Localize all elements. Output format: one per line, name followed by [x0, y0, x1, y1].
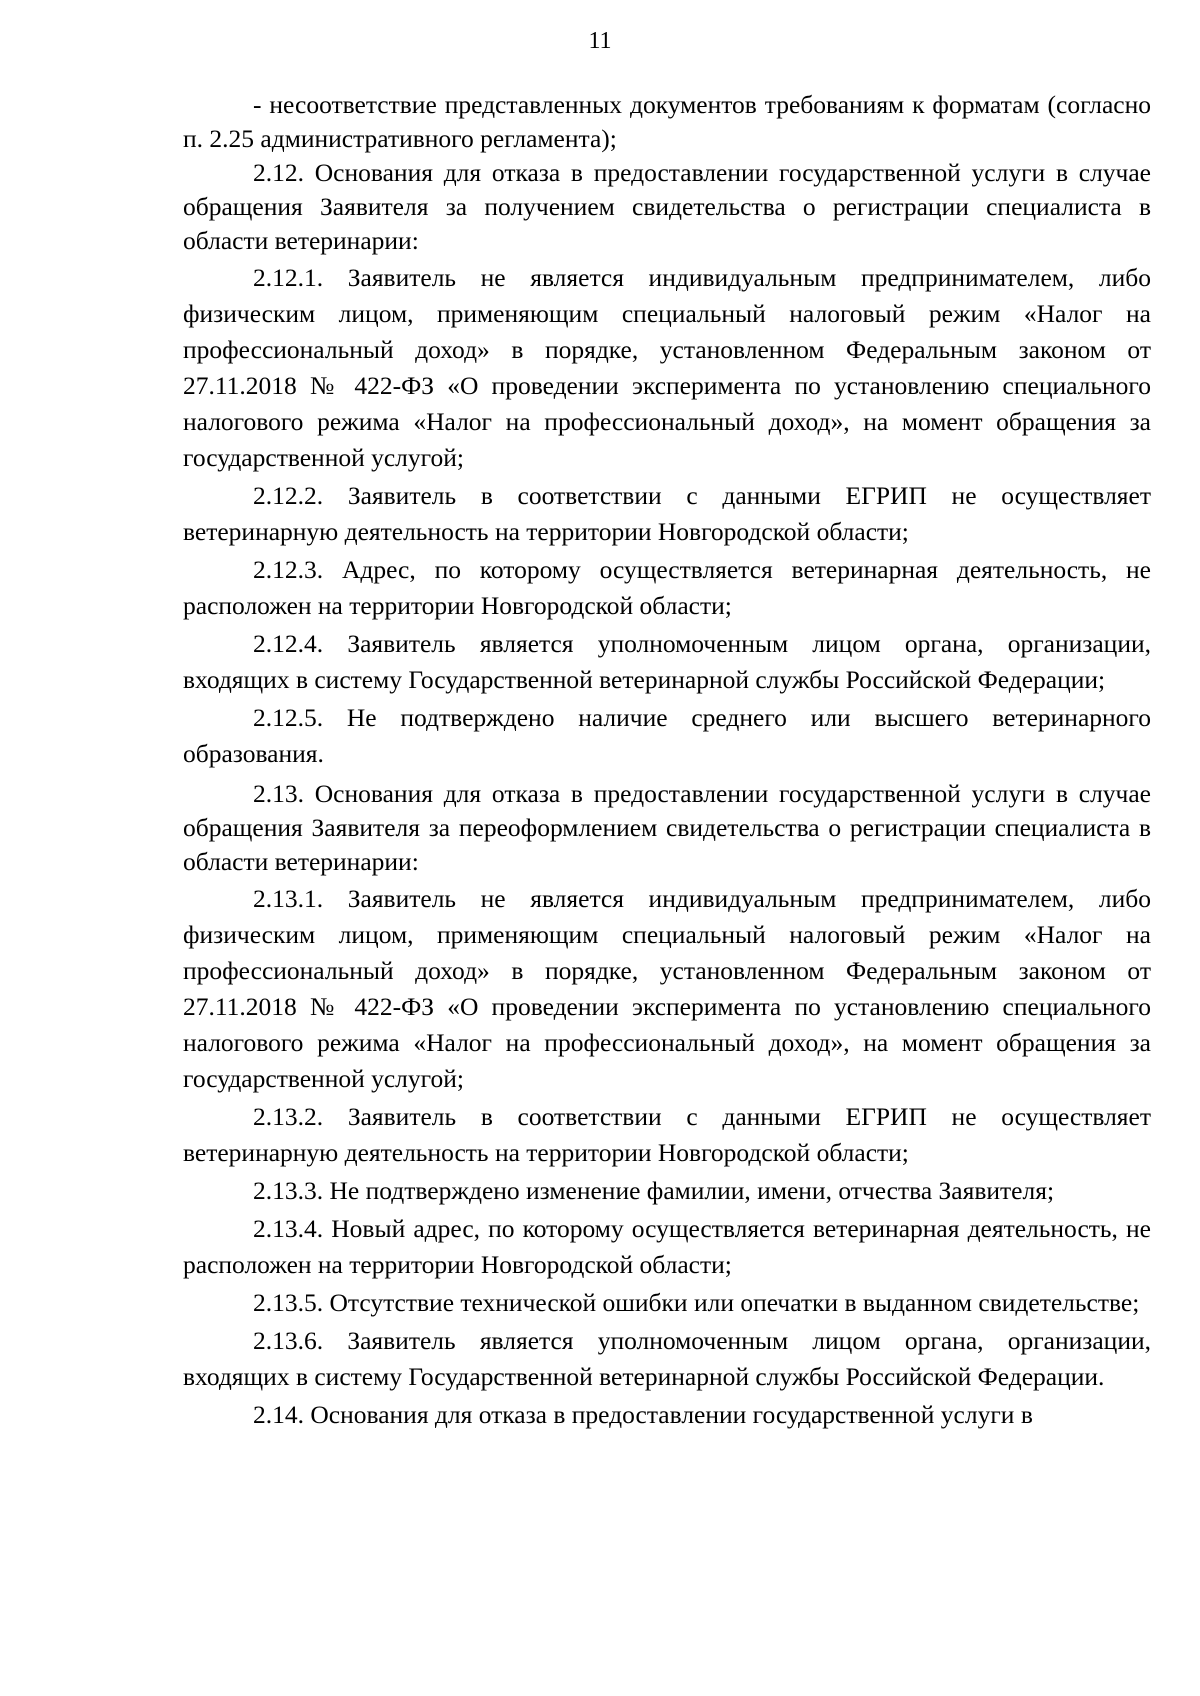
paragraph-2-12-5: 2.12.5. Не подтверждено наличие среднего или высшего ветеринарного образования.	[183, 703, 1151, 768]
paragraph-2-13-2: 2.13.2. Заявитель в соответствии с данными ЕГРИП не осуществляет ветеринарную деятельность на территории Новгородской области;	[183, 1102, 1151, 1167]
paragraph-2-12-3: 2.12.3. Адрес, по которому осуществляется ветеринарная деятельность, не расположен на территории Новгородской области;	[183, 555, 1151, 620]
paragraph-2-13-6: 2.13.6. Заявитель является уполномоченным лицом органа, организации, входящих в систему Государственной ветеринарной службы Российской Федерации.	[183, 1326, 1151, 1391]
paragraph-2-12: 2.12. Основания для отказа в предоставлении государственной услуги в случае обращения Заявителя за получением свидетельства о регистрации специалиста в области ветеринарии:	[183, 158, 1151, 255]
document-body	[183, 88, 1151, 1433]
paragraph-2-14: 2.14. Основания для отказа в предоставлении государственной услуги в	[253, 1400, 1033, 1429]
paragraph-2-13-4: 2.13.4. Новый адрес, по которому осуществляется ветеринарная деятельность, не расположен на территории Новгородской области;	[183, 1214, 1151, 1279]
paragraph-2-12-2: 2.12.2. Заявитель в соответствии с данными ЕГРИП не осуществляет ветеринарную деятельность на территории Новгородской области;	[183, 481, 1151, 546]
paragraph-2-13-5: 2.13.5. Отсутствие технической ошибки или опечатки в выданном свидетельстве;	[253, 1288, 1140, 1317]
paragraph-2-12-4: 2.12.4. Заявитель является уполномоченным лицом органа, организации, входящих в систему Государственной ветеринарной службы Российской Федерации;	[183, 629, 1151, 694]
paragraph-format-mismatch: - несоответствие представленных документов требованиям к форматам (согласно п. 2.25 административного регламента);	[183, 90, 1151, 153]
paragraph-2-12-1: 2.12.1. Заявитель не является индивидуальным предпринимателем, либо физическим лицом, применяющим специальный налоговый режим «Налог на профессиональный доход» в порядке, установленном Федеральным законом от 27.11.2018 № 422-ФЗ «О проведении эксперимента по установлению специального налогового режима «Налог на профессиональный доход», на момент обращения за государственной услугой;	[183, 263, 1151, 472]
page-number: 11	[588, 28, 612, 54]
paragraph-2-13: 2.13. Основания для отказа в предоставлении государственной услуги в случае обращения Заявителя за переоформлением свидетельства о регистрации специалиста в области ветеринарии:	[183, 779, 1151, 876]
paragraph-2-13-3: 2.13.3. Не подтверждено изменение фамилии, имени, отчества Заявителя;	[253, 1176, 1055, 1205]
paragraph-2-13-1: 2.13.1. Заявитель не является индивидуальным предпринимателем, либо физическим лицом, применяющим специальный налоговый режим «Налог на профессиональный доход» в порядке, установленном Федеральным законом от 27.11.2018 № 422-ФЗ «О проведении эксперимента по установлению специального налогового режима «Налог на профессиональный доход», на момент обращения за государственной услугой;	[183, 884, 1151, 1093]
